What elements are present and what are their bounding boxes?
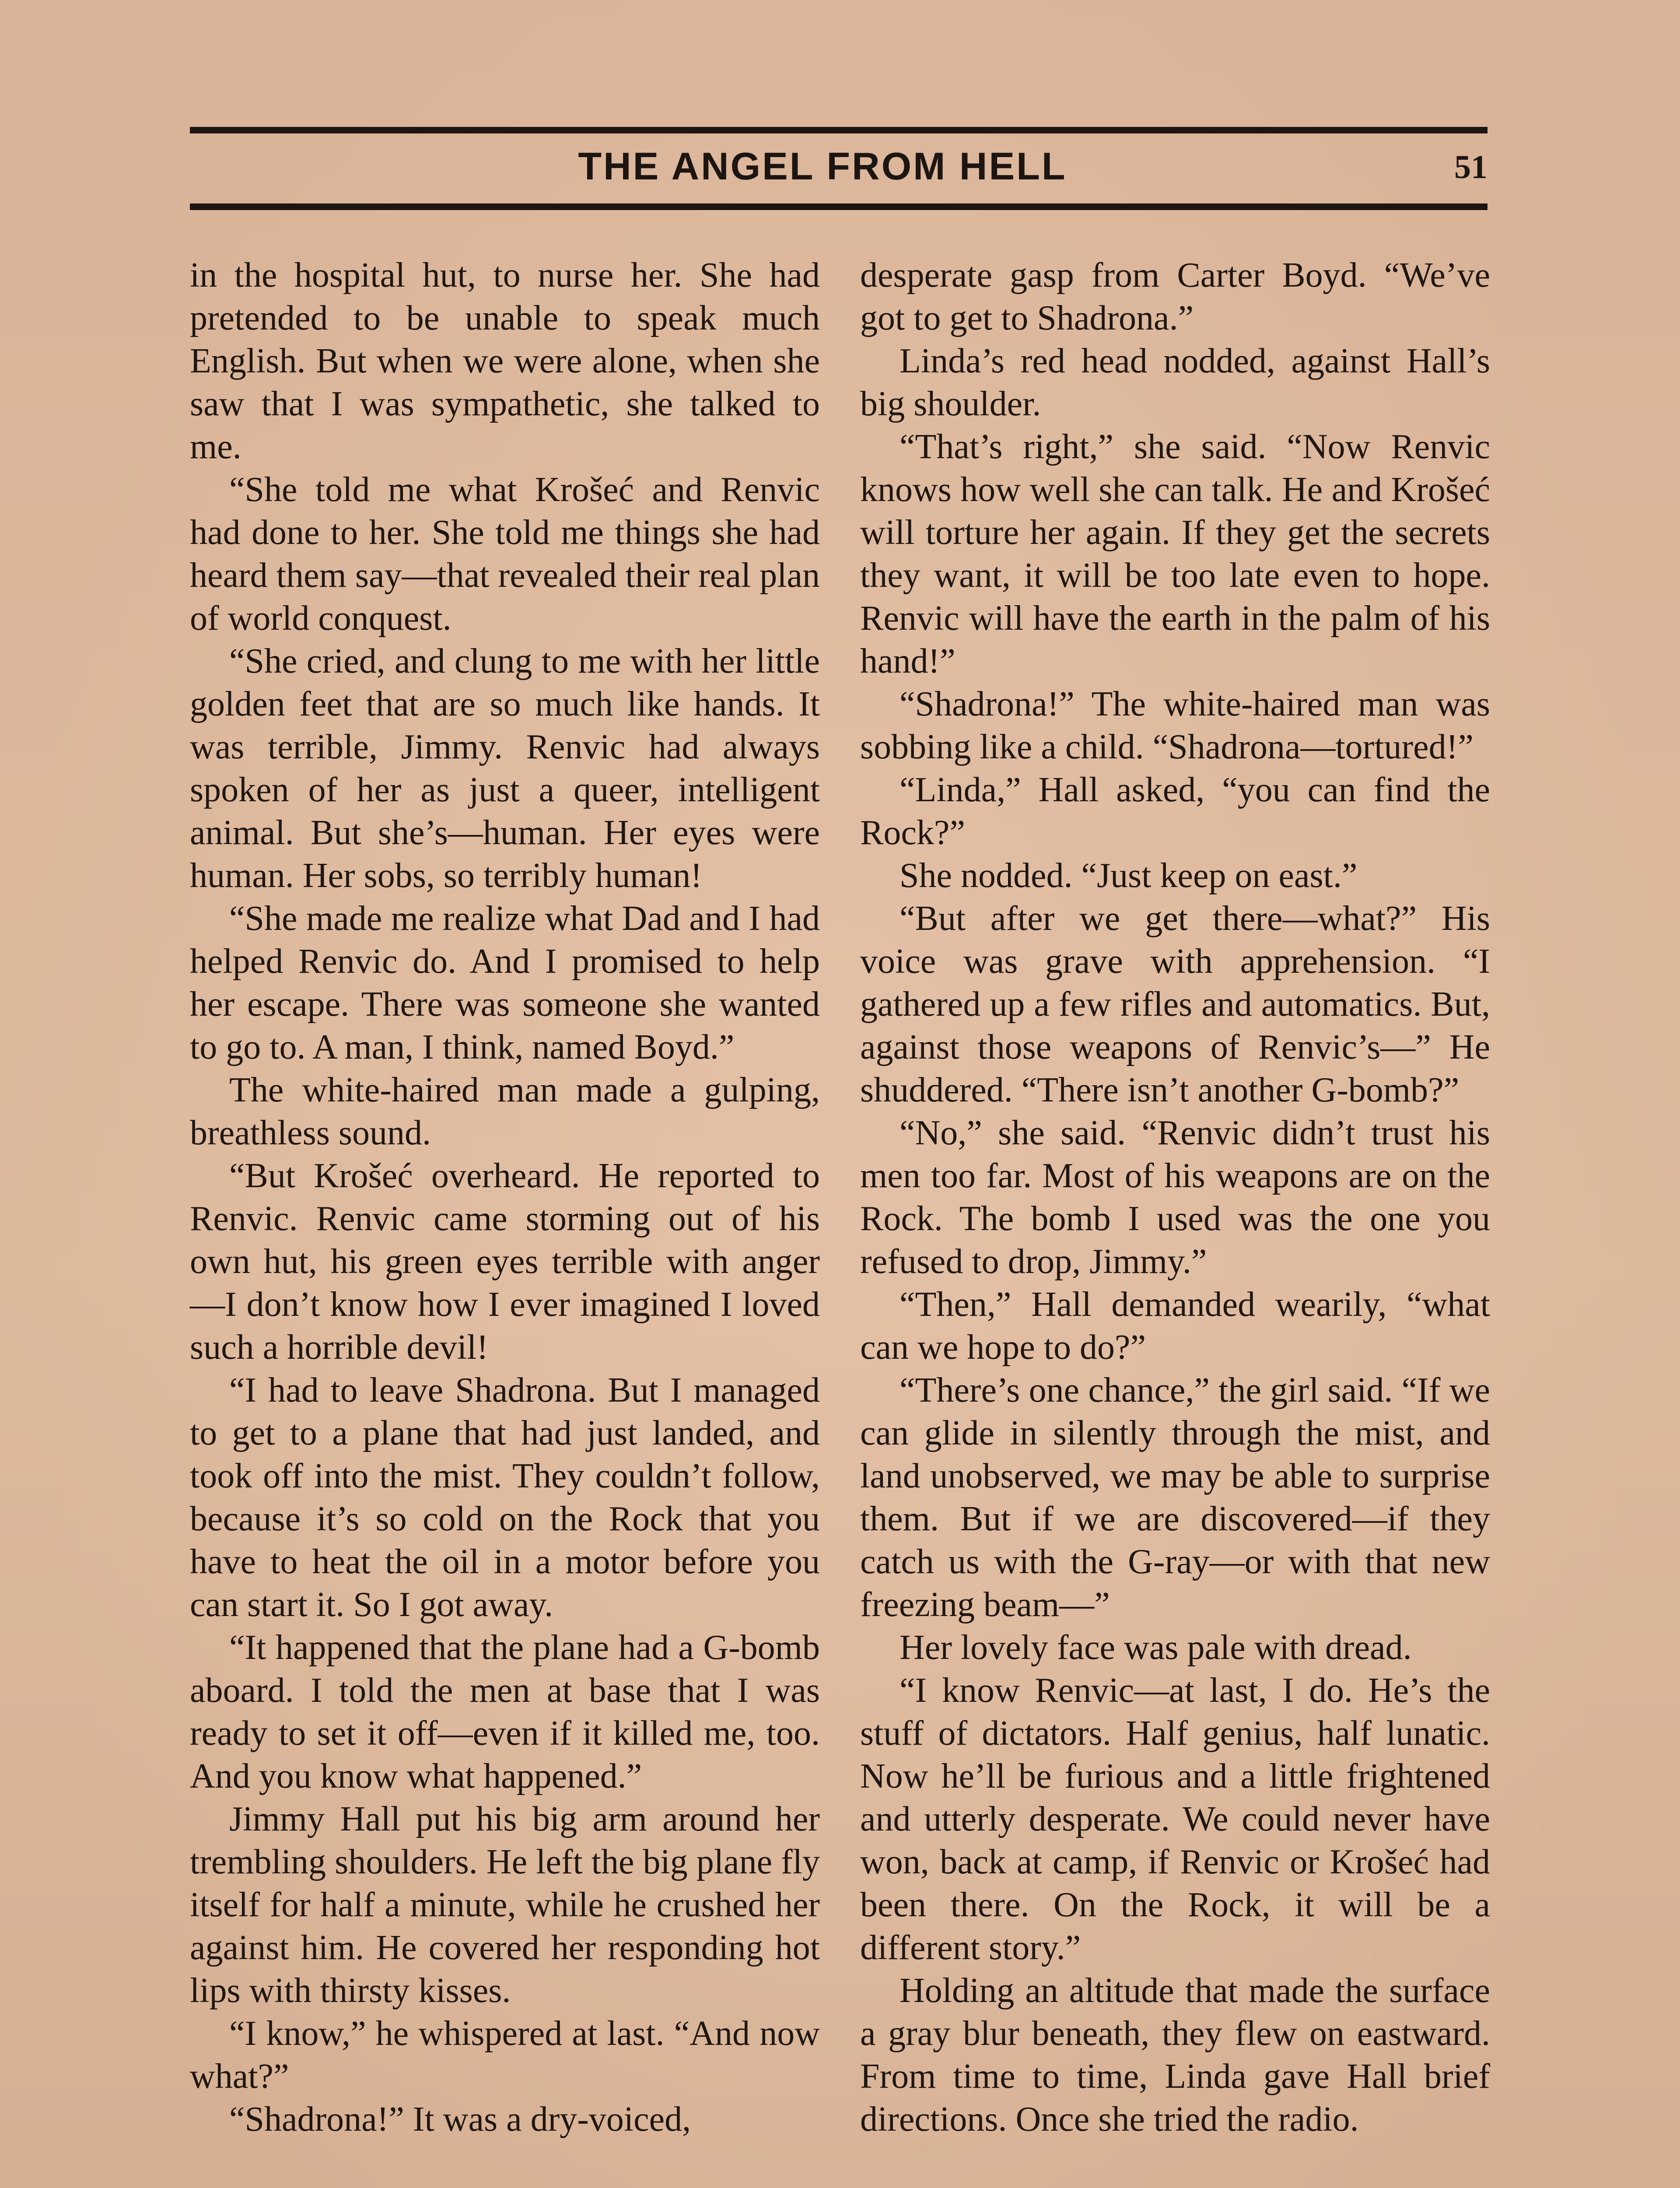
- paragraph: in the hospital hut, to nurse her. She had pretended to be unable to speak much English. But when we were alone, when she saw that I was sympathetic, she talked to me.: [190, 256, 820, 466]
- paragraph: “Shadrona!” The white-haired man was sobbing like a child. “Shadrona—tortured!”: [860, 685, 1490, 766]
- paragraph: “I had to leave Shadrona. But I managed to get to a plane that had just landed, and took off into the mist. They couldn’t follow, because it’s so cold on the Rock that you have to heat the oil in a motor before you can start it. So I got away.: [190, 1371, 820, 1624]
- paragraph: “But after we get there—what?” His voice was grave with apprehension. “I gathered up a few rifles and automatics. But, against those weapons of Renvic’s—” He shuddered. “There isn’t another G-bomb?”: [860, 899, 1490, 1109]
- paragraph: “She made me realize what Dad and I had helped Renvic do. And I promised to help her escape. There was someone she wanted to go to. A man, I think, named Boyd.”: [190, 899, 820, 1066]
- paragraph: “She cried, and clung to me with her little golden feet that are so much like hands. It was terrible, Jimmy. Renvic had always spoken of her as just a queer, intelligent animal. But she’s—human. Her eyes were human. Her sobs, so terribly human!: [190, 642, 820, 895]
- paragraph: “Then,” Hall demanded wearily, “what can we hope to do?”: [860, 1285, 1490, 1367]
- paragraph: “Shadrona!” It was a dry-voiced,: [229, 2100, 691, 2139]
- header-bottom-rule: [190, 203, 1488, 210]
- running-title: THE ANGEL FROM HELL: [578, 144, 1067, 188]
- paragraph: Holding an altitude that made the surface a gray blur beneath, they flew on eastward. From time to time, Linda gave Hall brief directions. Once she tried the radio.: [860, 1971, 1490, 2139]
- left-text-column: [190, 254, 820, 2141]
- paragraph: Linda’s red head nodded, against Hall’s big shoulder.: [860, 342, 1490, 423]
- paragraph: The white-haired man made a gulping, breathless sound.: [190, 1071, 820, 1152]
- paragraph: “I know,” he whispered at last. “And now what?”: [190, 2014, 820, 2096]
- paragraph: “She told me what Krošeć and Renvic had done to her. She told me things she had heard them say—that revealed their real plan of world conquest.: [190, 470, 820, 638]
- header-top-rule: [190, 127, 1488, 133]
- paragraph: “No,” she said. “Renvic didn’t trust his men too far. Most of his weapons are on the Rock. The bomb I used was the one you refused to drop, Jimmy.”: [860, 1114, 1490, 1281]
- page-number: 51: [1454, 149, 1488, 186]
- paragraph: Jimmy Hall put his big arm around her trembling shoulders. He left the big plane fly itself for half a minute, while he crushed her against him. He covered her responding hot lips with thirsty kisses.: [190, 1800, 820, 2010]
- right-text-column: [860, 254, 1490, 2141]
- paragraph: “It happened that the plane had a G-bomb aboard. I told the men at base that I was ready to set it off—even if it killed me, too. And you know what happened.”: [190, 1628, 820, 1795]
- paragraph: She nodded. “Just keep on east.”: [900, 856, 1358, 895]
- paragraph: “But Krošeć overheard. He reported to Renvic. Renvic came storming out of his own hut, his green eyes terrible with anger—I don’t know how I ever imagined I loved such a horrible devil!: [190, 1157, 820, 1367]
- paragraph: “I know Renvic—at last, I do. He’s the stuff of dictators. Half genius, half lunatic. Now he’ll be furious and a little frightened and utterly desperate. We could never have won, back at camp, if Renvic or Krošeć had been there. On the Rock, it will be a different story.”: [860, 1671, 1490, 1967]
- paragraph: Her lovely face was pale with dread.: [900, 1628, 1412, 1667]
- paragraph: “There’s one chance,” the girl said. “If we can glide in silently through the mist, and land unobserved, we may be able to surprise them. But if we are discovered—if they catch us with the G-ray—or with that new freezing beam—”: [860, 1371, 1490, 1624]
- paragraph: desperate gasp from Carter Boyd. “We’ve got to get to Shadrona.”: [860, 256, 1490, 337]
- paragraph: “Linda,” Hall asked, “you can find the Rock?”: [860, 771, 1490, 852]
- paragraph: “That’s right,” she said. “Now Renvic knows how well she can talk. He and Krošeć will torture her again. If they get the secrets they want, it will be too late even to hope. Renvic will have the earth in the palm of his hand!”: [860, 428, 1490, 680]
